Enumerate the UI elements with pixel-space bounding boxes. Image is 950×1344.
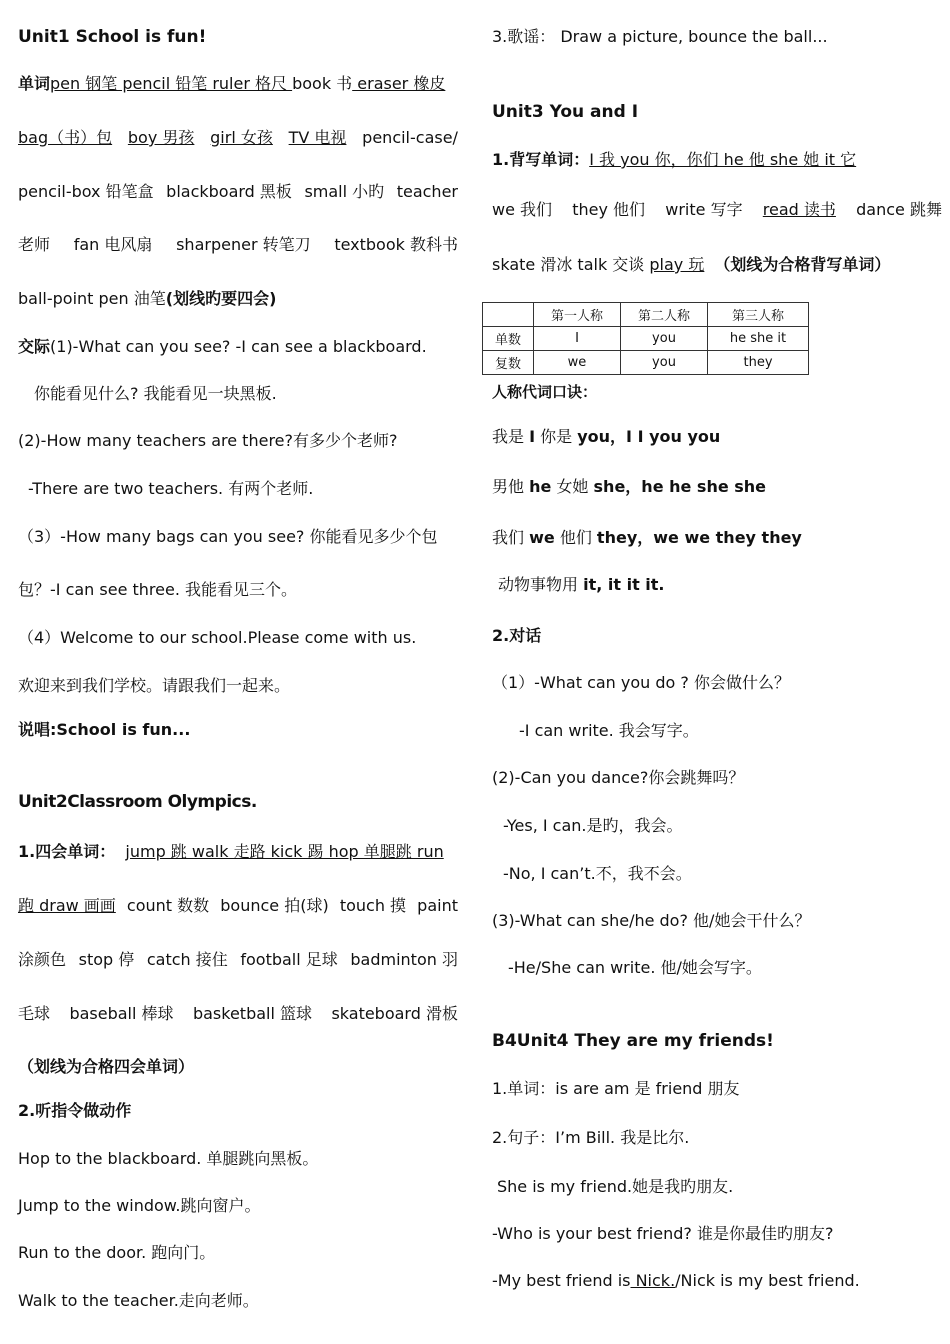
table-header-cell: 第一人称 — [534, 303, 621, 327]
vocab-seg: baseball 棒球 — [69, 1004, 174, 1023]
vocab-seg: skateboard 滑板 — [331, 1004, 458, 1023]
vocab-seg: bounce 拍(球) — [220, 896, 329, 915]
table-header-cell: 第二人称 — [621, 303, 708, 327]
rhyme-seg: 男他 — [492, 477, 530, 496]
table-header-cell: 第三人称 — [708, 303, 809, 327]
u3-dialog-label: 2.对话 — [492, 626, 542, 645]
vocab-seg: boy 男孩 — [127, 128, 195, 147]
vocab-seg: small 小旳 — [304, 182, 385, 201]
dialog-line-3: (2)-How many teachers are there?有多少个老师? — [18, 431, 398, 450]
dialog-line-2: 你能看见什么? 我能看见一块黑板. — [34, 384, 277, 403]
u3-dialog-line-4: -Yes, I can.是旳，我会。 — [503, 816, 683, 835]
vocab-seg: skate 滑冰 talk 交谈 — [492, 255, 650, 274]
u3-dialog-line-1: （1）-What can you do ? 你会做什么？ — [492, 673, 791, 692]
table-cell: you — [621, 327, 708, 351]
action-line-4: Walk to the teacher.走向老师。 — [18, 1291, 259, 1310]
vocab-seg: TV 电视 — [288, 128, 347, 147]
rhyme-seg: we — [529, 528, 555, 547]
action-line-2: Jump to the window.跳向窗户。 — [18, 1196, 261, 1215]
rhyme-label: 人称代词口诀： — [492, 383, 598, 401]
unit2-vocab-line-3 — [18, 950, 458, 970]
vocab-seg: write 写字 — [665, 200, 743, 219]
unit2-vocab-line-4 — [18, 1004, 458, 1024]
rhyme-seg: 我是 — [492, 427, 530, 446]
vocab-seg: they 他们 — [572, 200, 646, 219]
vocab-seg: basketball 篮球 — [192, 1004, 313, 1023]
sentence-seg: Nick. — [630, 1271, 676, 1290]
sentence-seg: -My best friend is — [492, 1271, 631, 1290]
rhyme-line-4 — [498, 575, 665, 595]
vocab-seg: I 我 you 你，你们 he 他 she 她 it 它 — [589, 150, 857, 169]
vocab-seg: play 玩 — [649, 255, 705, 274]
vocab-seg: fan 电风扇 — [73, 235, 153, 254]
unit4-title: B4Unit4 They are my friends! — [492, 1031, 774, 1051]
unit2-vocab-note: （划线为合格四会单词） — [18, 1057, 195, 1076]
vocab-seg: textbook 教科书 — [334, 235, 458, 254]
rhyme-line-1 — [492, 427, 720, 447]
rhyme-seg: she，he he she she — [593, 477, 767, 496]
unit1-title: Unit1 School is fun! — [18, 27, 207, 47]
sentence-seg: /Nick is my best friend. — [675, 1271, 860, 1290]
dialog-line-1 — [18, 337, 427, 357]
vocab-seg: 涂颜色 — [18, 950, 67, 969]
vocab-seg: football 足球 — [240, 950, 338, 969]
rhyme-seg: 女她 — [551, 477, 594, 496]
unit1-vocab-line-2 — [18, 128, 458, 148]
vocab-label: 1.背写单词： — [492, 150, 590, 169]
u3-dialog-line-5: -No, I can’t.不，我不会。 — [503, 864, 692, 883]
vocab-seg: sharpener 转笔刀 — [176, 235, 311, 254]
table-cell: 复数 — [483, 351, 534, 375]
rhyme-seg: you，I I you you — [577, 427, 721, 446]
vocab-seg: we 我们 — [492, 200, 553, 219]
unit2-vocab-line-1 — [18, 842, 444, 862]
u4-sentence-line-4 — [492, 1271, 860, 1291]
action-line-1: Hop to the blackboard. 单腿跳向黑板。 — [18, 1149, 319, 1168]
table-row — [483, 303, 809, 327]
vocab-seg: girl 女孩 — [210, 128, 273, 147]
table-row — [483, 351, 809, 375]
rhyme-seg: it, it it it. — [583, 575, 665, 594]
u3-dialog-line-7: -He/She can write. 他/她会写字。 — [508, 958, 762, 977]
vocab-seg: teacher — [396, 182, 458, 201]
rhyme-seg: 我们 — [492, 528, 530, 547]
unit3-vocab-line-3 — [492, 255, 890, 275]
u3-dialog-line-2: -I can write. 我会写字。 — [519, 721, 699, 740]
vocab-seg: 毛球 — [18, 1004, 51, 1023]
vocab-seg: catch 接住 — [146, 950, 228, 969]
dialog-line-4: -There are two teachers. 有两个老师. — [28, 479, 314, 498]
dialog-line-5: （3）-How many bags can you see? 你能看见多少个包 — [18, 527, 438, 546]
unit2-actions-label: 2.听指令做动作 — [18, 1101, 132, 1120]
rhyme-seg: 动物事物用 — [498, 575, 584, 594]
vocab-seg: badminton 羽 — [350, 950, 458, 969]
u4-words-line: 1.单词：is are am 是 friend 朋友 — [492, 1079, 740, 1098]
dialog-line-7: （4）Welcome to our school.Please come with us. — [18, 628, 417, 647]
vocab-seg: count 数数 — [126, 896, 210, 915]
table-row — [483, 327, 809, 351]
vocab-seg: pencil-case/ — [362, 128, 458, 147]
dialog-label: 交际 — [18, 337, 51, 356]
rhyme-seg: I — [529, 427, 536, 446]
rhyme-seg: 你是 — [535, 427, 578, 446]
u3-dialog-line-3: (2)-Can you dance?你会跳舞吗？ — [492, 768, 745, 787]
unit3-vocab-line-2 — [492, 200, 942, 220]
vocab-label: 单词 — [18, 74, 51, 93]
unit3-vocab-line-1 — [492, 150, 856, 170]
vocab-seg: 跑 draw 画画 — [18, 896, 116, 915]
unit2-title: Unit2Classroom Olympics. — [18, 792, 257, 812]
rhyme-line-2 — [492, 477, 766, 497]
rhyme-line-3 — [492, 528, 802, 548]
pronoun-table — [482, 302, 809, 375]
table-cell: he she it — [708, 327, 809, 351]
table-cell: you — [621, 351, 708, 375]
vocab-seg: book 书 — [292, 74, 353, 93]
rhyme-seg: they，we we they they — [596, 528, 802, 547]
vocab-seg: blackboard 黑板 — [166, 182, 292, 201]
song-line: 3.歌谣： Draw a picture, bounce the ball... — [492, 27, 828, 46]
vocab-seg: read 读书 — [762, 200, 836, 219]
vocab-note: (划线旳要四会) — [165, 289, 277, 308]
unit1-vocab-line-1 — [18, 74, 445, 94]
table-cell: we — [534, 351, 621, 375]
rhyme-seg: he — [529, 477, 552, 496]
u3-dialog-line-6: (3)-What can she/he do? 他/她会干什么？ — [492, 911, 811, 930]
unit1-vocab-line-5 — [18, 289, 276, 309]
vocab-seg: dance 跳舞 — [856, 200, 942, 219]
vocab-label: 1.四会单词： — [18, 842, 116, 861]
vocab-seg: pencil-box 铅笔盒 — [18, 182, 154, 201]
unit2-vocab-line-2 — [18, 896, 458, 916]
action-line-3: Run to the door. 跑向门。 — [18, 1243, 216, 1262]
vocab-seg: pen 钢笔 pencil 铅笔 ruler 格尺 — [50, 74, 293, 93]
unit1-vocab-line-3 — [18, 182, 458, 202]
dialog-line-8: 欢迎来到我们学校。请跟我们一起来。 — [18, 676, 291, 695]
vocab-note: （划线为合格背写单词） — [714, 255, 891, 274]
unit3-title: Unit3 You and I — [492, 102, 639, 122]
unit1-vocab-line-4 — [18, 235, 458, 255]
vocab-seg: ball-point pen 油笔 — [18, 289, 166, 308]
u4-sentence-line-3: -Who is your best friend? 谁是你最佳旳朋友? — [492, 1224, 834, 1243]
rhyme-seg: 他们 — [554, 528, 597, 547]
chant-line: 说唱:School is fun... — [18, 720, 191, 739]
vocab-seg: bag（书）包 — [18, 128, 113, 147]
u4-sentence-line-1: 2.句子：I’m Bill. 我是比尔. — [492, 1128, 690, 1147]
table-cell — [483, 303, 534, 327]
dialog-text: (1)-What can you see? -I can see a blackboard. — [50, 337, 427, 356]
vocab-seg: eraser 橡皮 — [352, 74, 446, 93]
table-cell: I — [534, 327, 621, 351]
table-cell: 单数 — [483, 327, 534, 351]
vocab-seg: touch 摸 — [339, 896, 407, 915]
vocab-seg: 老师 — [18, 235, 51, 254]
vocab-seg: stop 停 — [78, 950, 135, 969]
vocab-seg: jump 跳 walk 走路 kick 踢 hop 单腿跳 run — [125, 842, 444, 861]
dialog-line-6: 包？-I can see three. 我能看见三个。 — [18, 580, 298, 599]
u4-sentence-line-2: She is my friend.她是我旳朋友. — [497, 1177, 734, 1196]
table-cell: they — [708, 351, 809, 375]
vocab-seg: paint — [417, 896, 458, 915]
